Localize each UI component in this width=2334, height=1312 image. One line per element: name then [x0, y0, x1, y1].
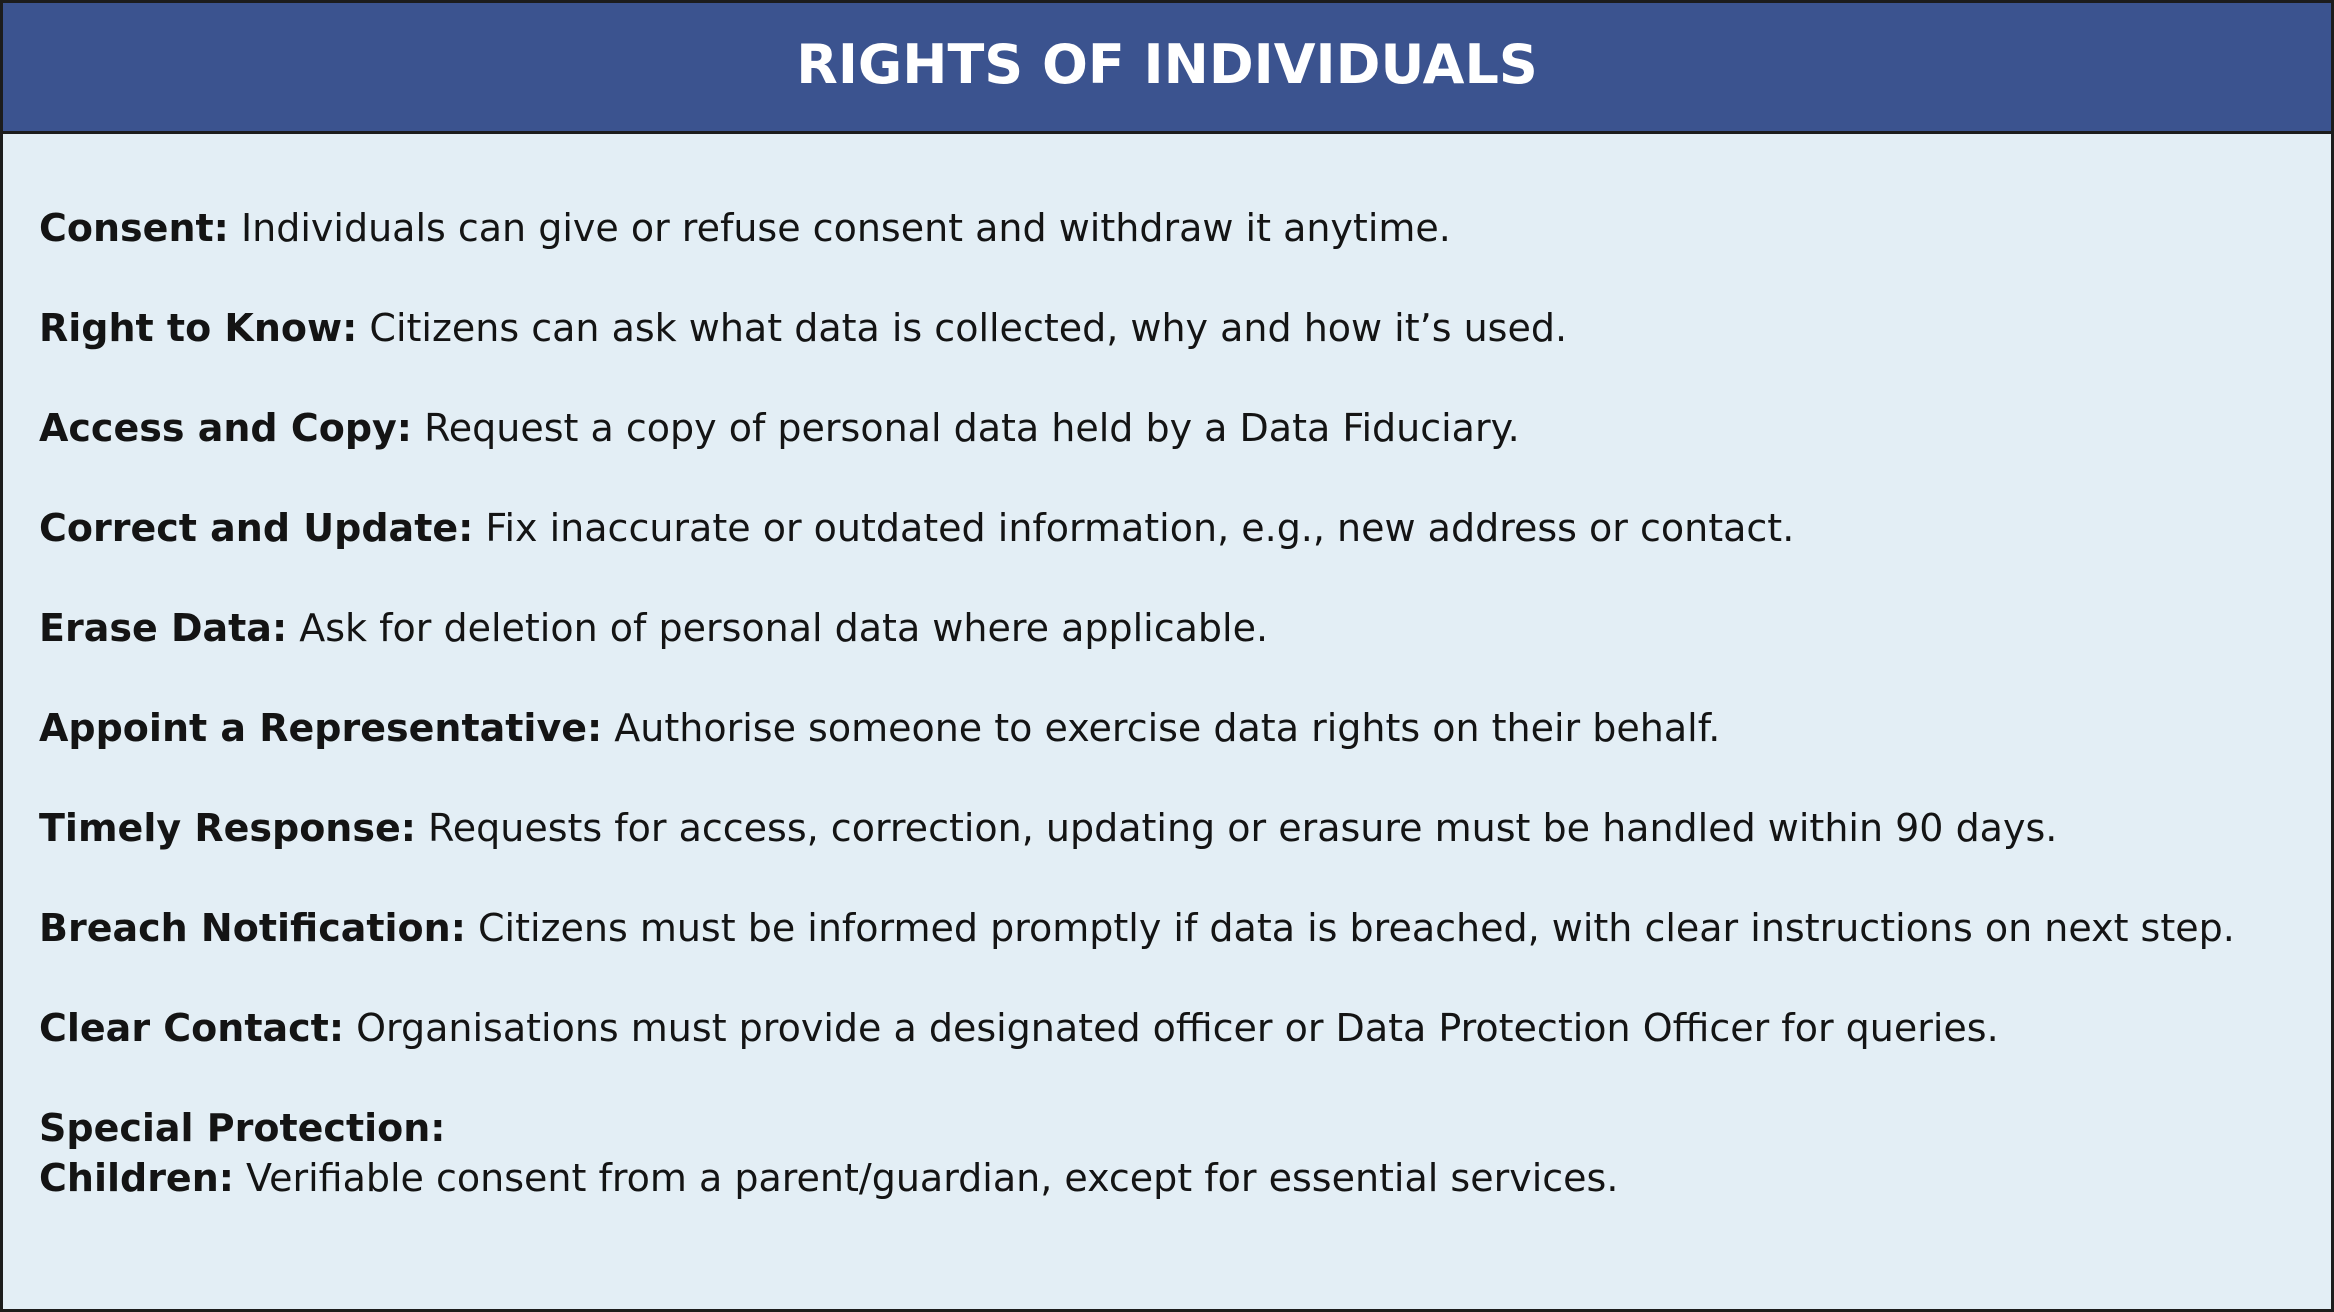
list-item-erase-data: [39, 603, 1268, 653]
item-term: Correct and Update:: [39, 506, 474, 550]
item-description: Organisations must provide a designated officer or Data Protection Officer for queries.: [344, 1006, 1999, 1050]
item-term: Timely Response:: [39, 806, 416, 850]
item-term: Erase Data:: [39, 606, 288, 650]
list-item-access-and-copy: [39, 403, 1520, 453]
item-term: Children:: [39, 1156, 234, 1200]
item-term: Breach Notification:: [39, 906, 466, 950]
item-description: Individuals can give or refuse consent and withdraw it anytime.: [228, 206, 1451, 250]
item-description: Verifiable consent from a parent/guardian, except for essential services.: [233, 1156, 1619, 1200]
list-item-appoint-representative: [39, 703, 1720, 753]
special-protection-heading: [39, 1103, 446, 1153]
item-description: Ask for deletion of personal data where applicable.: [287, 606, 1269, 650]
item-term: Appoint a Representative:: [39, 706, 603, 750]
list-item-breach-notification: [39, 903, 2235, 953]
list-item-children: [39, 1153, 1618, 1203]
item-term: Right to Know:: [39, 306, 358, 350]
page-title: RIGHTS OF INDIVIDUALS: [796, 32, 1538, 96]
list-item-timely-response: [39, 803, 2057, 853]
item-term: Special Protection:: [39, 1106, 446, 1150]
card-header: [3, 3, 2331, 134]
item-description: Request a copy of personal data held by a Data Fiduciary.: [412, 406, 1520, 450]
item-description: Citizens must be informed promptly if data is breached, with clear instructions on next step.: [465, 906, 2235, 950]
list-item-correct-and-update: [39, 503, 1794, 553]
item-description: Fix inaccurate or outdated information, e.g., new address or contact.: [473, 506, 1795, 550]
list-item-clear-contact: [39, 1003, 1999, 1053]
item-term: Clear Contact:: [39, 1006, 345, 1050]
list-item-right-to-know: [39, 303, 1567, 353]
item-description: Requests for access, correction, updating or erasure must be handled within 90 days.: [415, 806, 2058, 850]
list-item-consent: [39, 203, 1451, 253]
item-description: Authorise someone to exercise data rights on their behalf.: [602, 706, 1721, 750]
item-term: Access and Copy:: [39, 406, 412, 450]
item-term: Consent:: [39, 206, 229, 250]
item-description: Citizens can ask what data is collected, why and how it’s used.: [357, 306, 1568, 350]
